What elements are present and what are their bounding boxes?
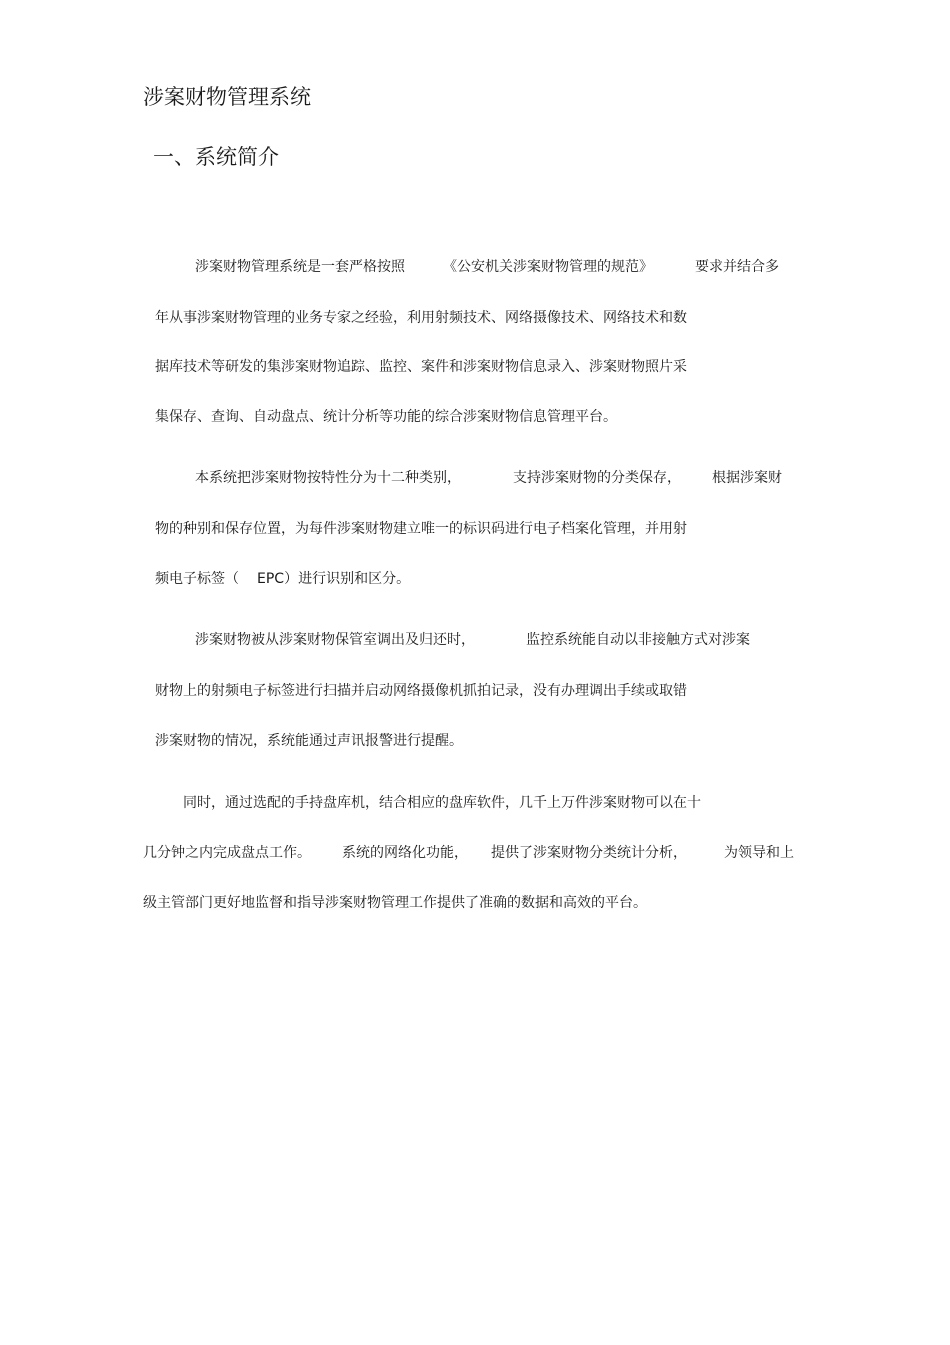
paragraph-4-line-3: 级主管部门更好地监督和指导涉案财物管理工作提供了准确的数据和高效的平台。 bbox=[143, 895, 647, 911]
text-segment: 涉案财物管理系统是一套严格按照 bbox=[195, 259, 405, 275]
paragraph-4-line-1: 同时，通过选配的手持盘库机，结合相应的盘库软件，几千上万件涉案财物可以在十 bbox=[183, 795, 701, 811]
section-heading: 一、系统简介 bbox=[153, 145, 279, 169]
text-segment: 根据涉案财 bbox=[712, 470, 782, 486]
paragraph-3-line-2: 财物上的射频电子标签进行扫描并启动网络摄像机抓拍记录，没有办理调出手续或取错 bbox=[155, 683, 687, 699]
text-segment: 系统的网络化功能， bbox=[342, 845, 468, 861]
paragraph-2-line-2: 物的种别和保存位置，为每件涉案财物建立唯一的标识码进行电子档案化管理，并用射 bbox=[155, 521, 687, 537]
text-segment: 为领导和上 bbox=[724, 845, 794, 861]
text-segment: 涉案财物被从涉案财物保管室调出及归还时， bbox=[195, 632, 475, 648]
paragraph-1-line-1 bbox=[195, 257, 795, 277]
text-segment: 要求并结合多 bbox=[695, 259, 779, 275]
text-segment: 监控系统能自动以非接触方式对涉案 bbox=[526, 632, 750, 648]
text-segment: 支持涉案财物的分类保存， bbox=[513, 470, 681, 486]
paragraph-1-line-3: 据库技术等研发的集涉案财物追踪、监控、案件和涉案财物信息录入、涉案财物照片采 bbox=[155, 359, 687, 375]
paragraph-4-line-2 bbox=[143, 843, 803, 863]
paragraph-2-line-1 bbox=[195, 468, 795, 488]
text-segment: 《公安机关涉案财物管理的规范》 bbox=[443, 259, 653, 275]
document-title: 涉案财物管理系统 bbox=[143, 85, 311, 109]
text-segment: 本系统把涉案财物按特性分为十二种类别， bbox=[195, 470, 461, 486]
text-segment: EPC）进行识别和区分。 bbox=[257, 571, 411, 587]
paragraph-3-line-3: 涉案财物的情况，系统能通过声讯报警进行提醒。 bbox=[155, 733, 463, 749]
paragraph-1-line-2: 年从事涉案财物管理的业务专家之经验，利用射频技术、网络摄像技术、网络技术和数 bbox=[155, 310, 687, 326]
paragraph-2-line-3 bbox=[155, 569, 555, 589]
paragraph-1-line-4: 集保存、查询、自动盘点、统计分析等功能的综合涉案财物信息管理平台。 bbox=[155, 409, 617, 425]
text-segment: 几分钟之内完成盘点工作。 bbox=[143, 845, 311, 861]
text-segment: 提供了涉案财物分类统计分析， bbox=[491, 845, 687, 861]
text-segment: 频电子标签（ bbox=[155, 571, 239, 587]
paragraph-3-line-1 bbox=[195, 630, 795, 650]
